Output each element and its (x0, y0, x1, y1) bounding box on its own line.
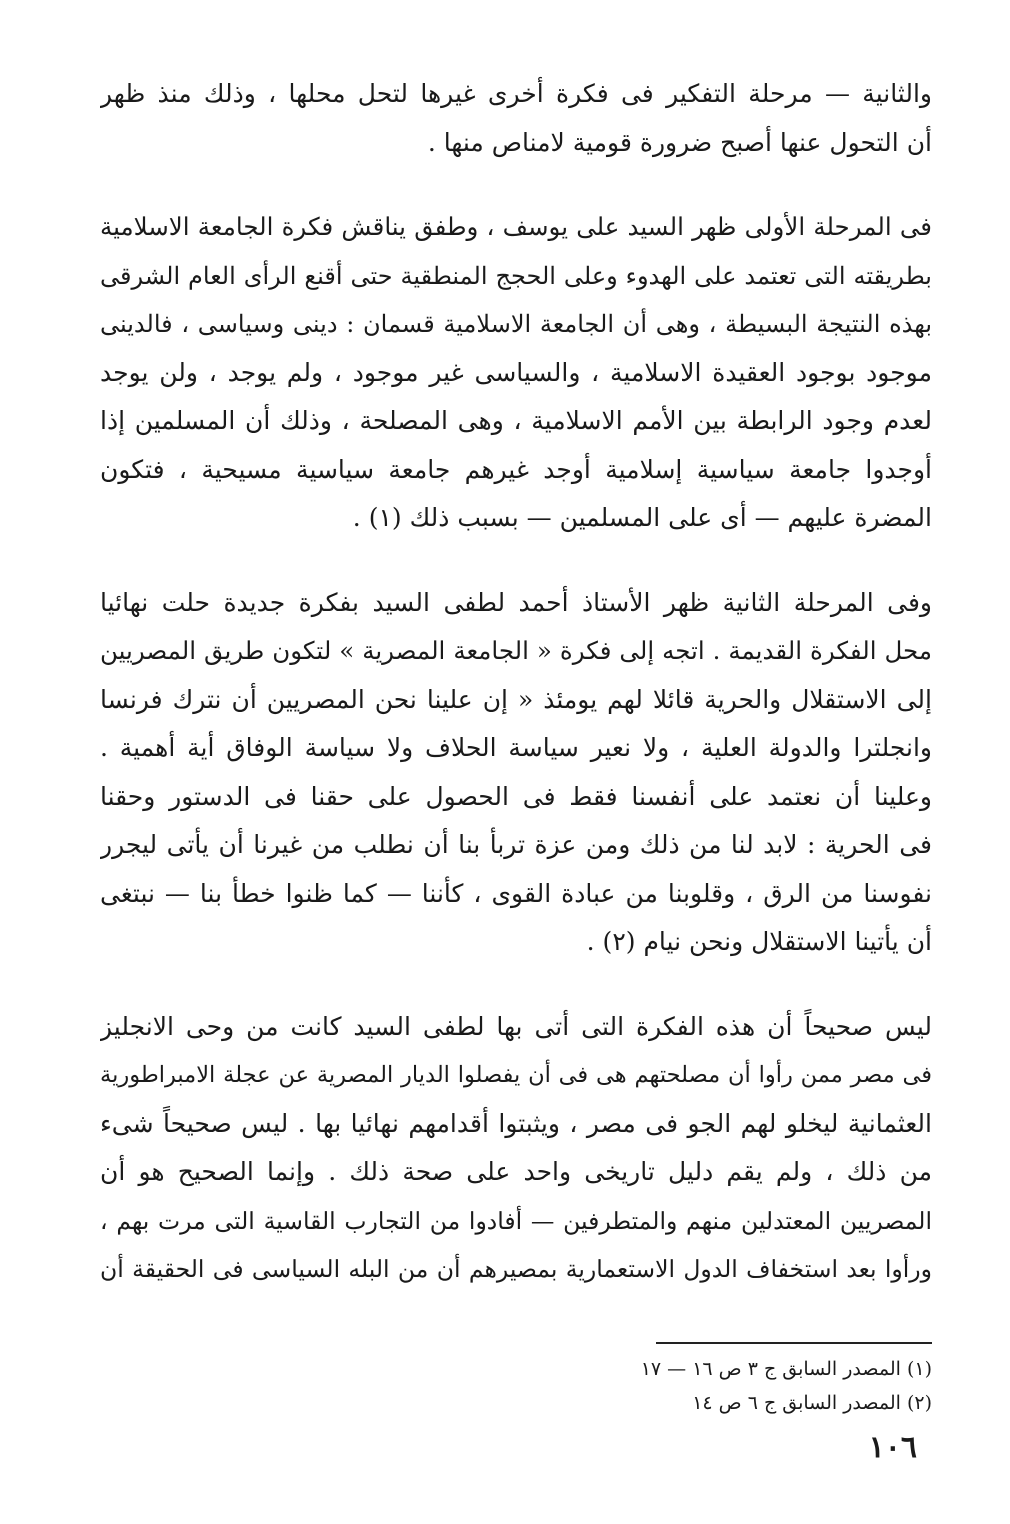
text-line: أوجدوا جامعة سياسية إسلامية أوجد غيرهم جامعة سياسية مسيحية ، فتكون (100, 454, 932, 484)
text-line: وعلينا أن نعتمد على أنفسنا فقط فى الحصول على حقنا فى الدستور وحقنا (100, 781, 932, 811)
footnotes (432, 1352, 932, 1420)
text-line: فى المرحلة الأولى ظهر السيد على يوسف ، وطفق يناقش فكرة الجامعة الاسلامية (100, 212, 932, 241)
footnote-divider (656, 1342, 932, 1344)
text-line: المضرة عليهم — أى على المسلمين — بسبب ذلك (١) . (352, 503, 932, 532)
text-line: محل الفكرة القديمة . اتجه إلى فكرة « الجامعة المصرية » لتكون طريق المصريين (100, 636, 932, 665)
text-line: والثانية — مرحلة التفكير فى فكرة أخرى غيرها لتحل محلها ، وذلك منذ ظهر (100, 79, 932, 108)
text-line: العثمانية ليخلو لهم الجو فى مصر ، ويثبتوا أقدامهم نهائيا بها . ليس صحيحاً شىء (100, 1108, 932, 1138)
paragraph-2 (100, 203, 932, 543)
text-line: ورأوا بعد استخفاف الدول الاستعمارية بمصيرهم أن من البله السياسى فى الحقيقة أن (100, 1255, 932, 1283)
paragraph-3 (100, 579, 932, 967)
text-line: أن يأتينا الاستقلال ونحن نيام (٢) . (586, 927, 932, 956)
text-line: فى الحرية : لابد لنا من ذلك ومن عزة تربأ بنا أن نطلب من غيرنا أن يأتى ليجرر (100, 830, 932, 859)
text-line: بطريقته التى تعتمد على الهدوء وعلى الحجج المنطقية حتى أقنع الرأى العام الشرقى (100, 261, 932, 290)
text-line: ليس صحيحاً أن هذه الفكرة التى أتى بها لطفى السيد كانت من وحى الانجليز (100, 1011, 932, 1041)
footnote-1: (١) المصدر السابق ج ٣ ص ١٦ — ١٧ (640, 1358, 932, 1380)
text-line: فى مصر ممن رأوا أن مصلحتهم هى فى أن يفصلوا الديار المصرية عن عجلة الامبراطورية (100, 1062, 932, 1088)
paragraph-4 (100, 1003, 932, 1294)
text-line: من ذلك ، ولم يقم دليل تاريخى واحد على صحة ذلك . وإنما الصحيح هو أن (100, 1157, 932, 1186)
text-line: لعدم وجود الرابطة بين الأمم الاسلامية ، وهى المصلحة ، وذلك أن المسلمين إذا (100, 406, 932, 435)
text-line: بهذه النتيجة البسيطة ، وهى أن الجامعة الاسلامية قسمان : دينى وسياسى ، فالدينى (100, 310, 932, 338)
text-line: أن التحول عنها أصبح ضرورة قومية لامناص منها . (427, 127, 932, 157)
footnote-2: (٢) المصدر السابق ج ٦ ص ١٤ (692, 1392, 932, 1414)
page-number: ١٠٦ (868, 1430, 917, 1465)
book-page-body (100, 70, 932, 1330)
text-line: المصريين المعتدلين منهم والمتطرفين — أفادوا من التجارب القاسية التى مرت بهم ، (100, 1206, 932, 1235)
text-line: إلى الاستقلال والحرية قائلا لهم يومئذ « إن علينا نحن المصريين أن نترك فرنسا (100, 684, 932, 714)
text-line: وفى المرحلة الثانية ظهر الأستاذ أحمد لطفى السيد بفكرة جديدة حلت نهائيا (100, 587, 932, 617)
text-line: وانجلترا والدولة العلية ، ولا نعير سياسة الحلاف ولا سياسة الوفاق أية أهمية . (100, 733, 932, 762)
paragraph-1 (100, 70, 932, 167)
text-line: نفوسنا من الرق ، وقلوبنا من عبادة القوى ، كأننا — كما ظنوا خطأ بنا — نبتغى (100, 878, 932, 908)
text-line: موجود بوجود العقيدة الاسلامية ، والسياسى غير موجود ، ولم يوجد ، ولن يوجد (100, 357, 932, 387)
